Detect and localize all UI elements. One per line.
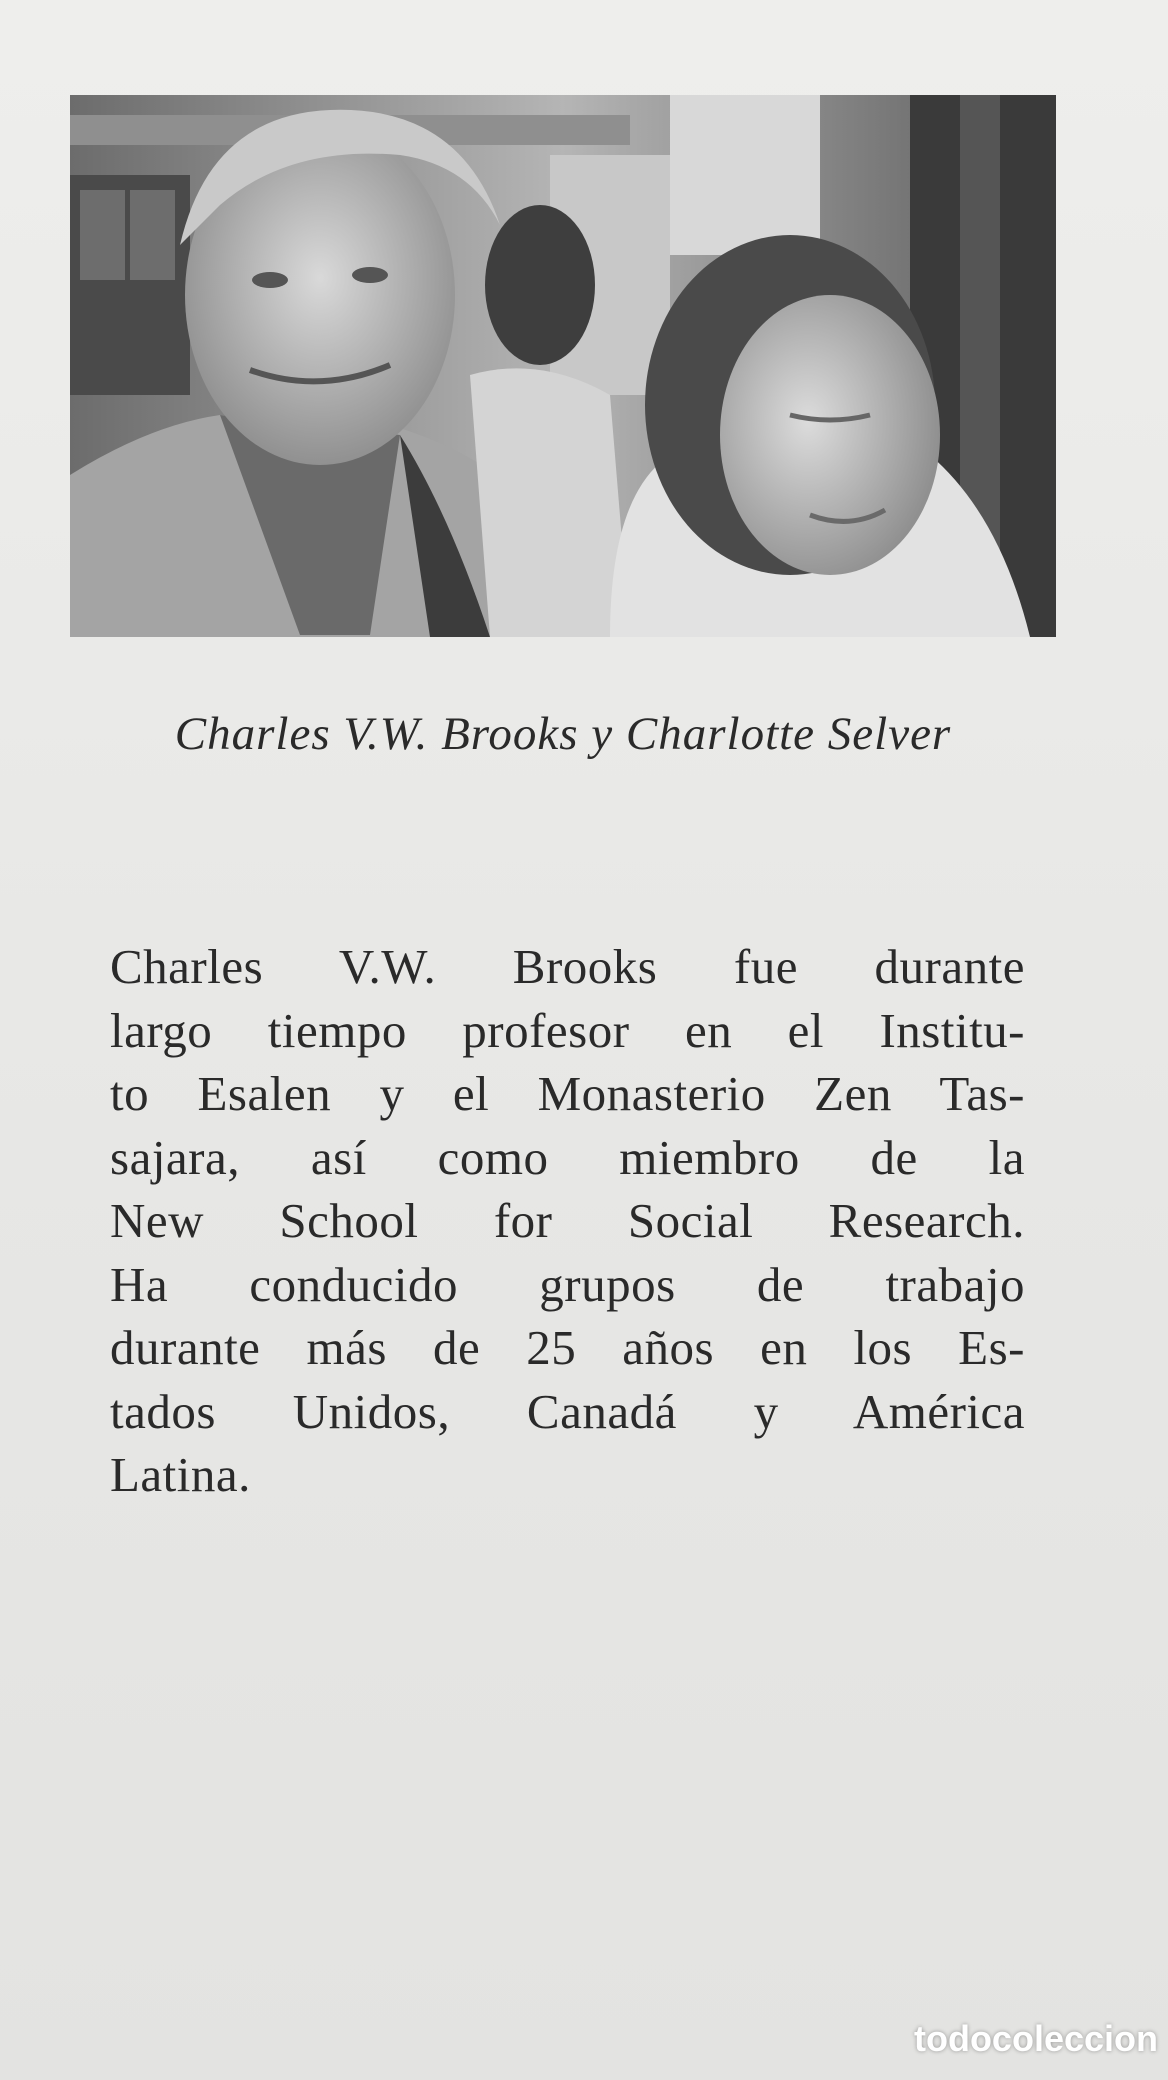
bio-line: Ha conducido grupos de trabajo bbox=[110, 1256, 1025, 1312]
bio-line: largo tiempo profesor en el Institu- bbox=[110, 1002, 1025, 1058]
photo-caption: Charles V.W. Brooks y Charlotte Selver bbox=[174, 708, 952, 760]
photo-image bbox=[70, 95, 1056, 637]
bio-line: to Esalen y el Monasterio Zen Tas- bbox=[110, 1066, 1025, 1121]
bio-line: Latina. bbox=[110, 1447, 251, 1502]
bio-line: New School for Social Research. bbox=[110, 1193, 1025, 1248]
site-watermark: todocoleccion bbox=[913, 2018, 1158, 2059]
author-photo bbox=[70, 95, 1056, 637]
bio-line: sajara, así como miembro de la bbox=[110, 1129, 1025, 1185]
author-biography bbox=[110, 935, 1025, 1507]
bio-line: Charles V.W. Brooks fue durante bbox=[110, 939, 1025, 994]
bio-line: durante más de 25 años en los Es- bbox=[110, 1320, 1025, 1375]
bio-line: tados Unidos, Canadá y América bbox=[110, 1383, 1025, 1439]
